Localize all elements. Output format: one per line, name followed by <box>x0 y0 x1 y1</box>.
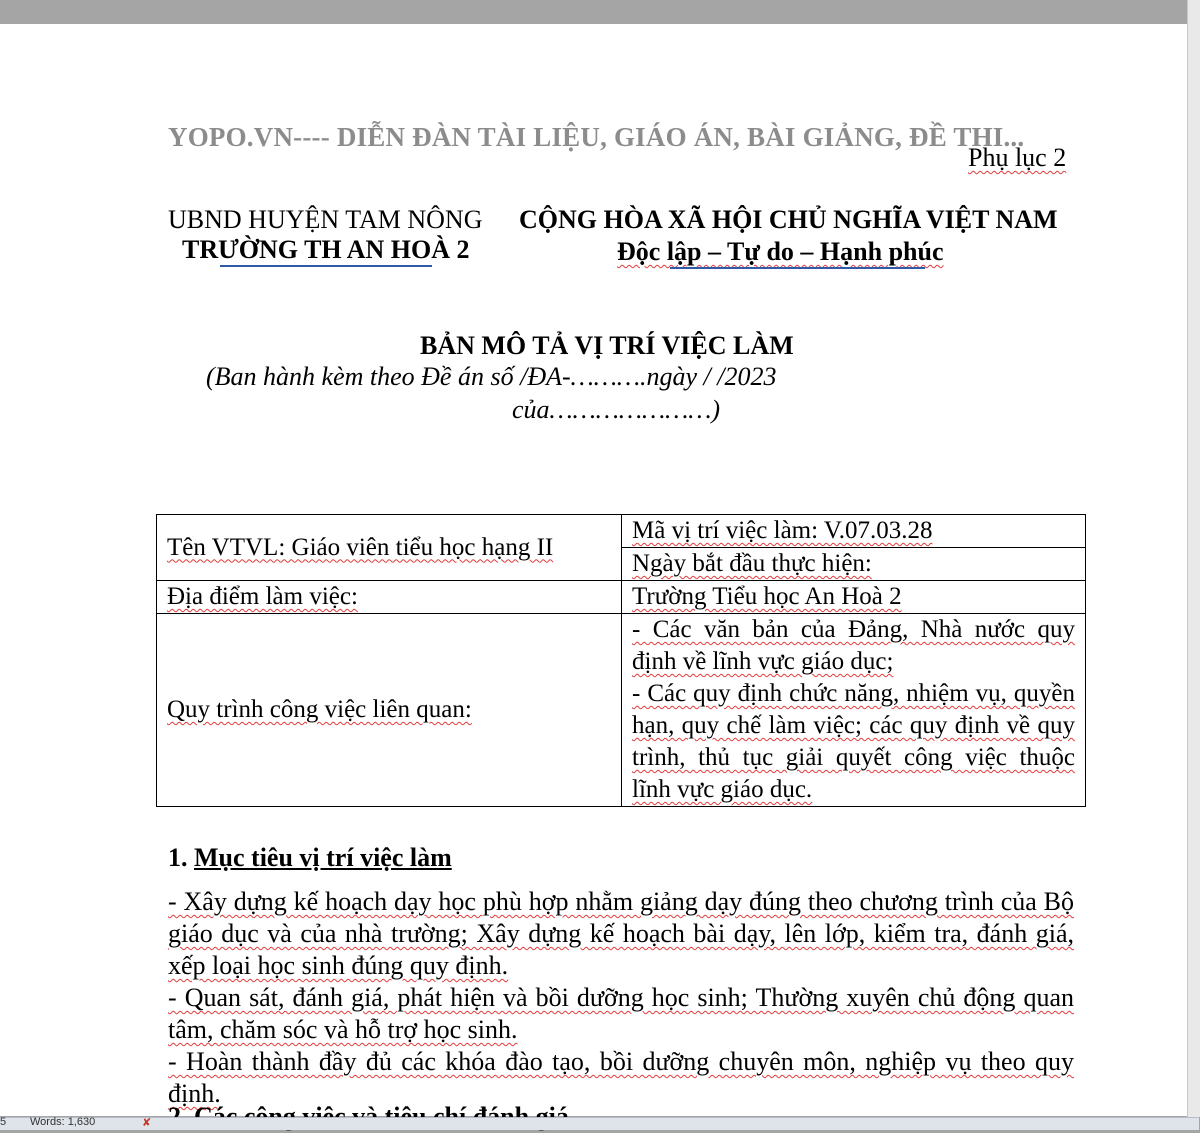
job-title-cell <box>157 515 622 581</box>
status-bar <box>0 1117 1199 1130</box>
proofing-error-icon[interactable]: ✘ <box>142 1117 152 1129</box>
vertical-scrollbar[interactable] <box>1187 0 1200 1117</box>
body-paragraph: - Quan sát, đánh giá, phát hiện và bồi dưỡng học sinh; Thường xuyên chủ động quan tâm, chăm sóc và hỗ trợ học sinh. <box>168 983 1074 1044</box>
document-subtitle-line2: của…………………) <box>512 395 721 424</box>
job-code: Mã vị trí việc làm: V.07.03.28 <box>632 517 933 544</box>
process-item: - Các văn bản của Đảng, Nhà nước quy định về lĩnh vực giáo dục; <box>632 616 1075 675</box>
document-page <box>0 24 1187 1116</box>
section-1-body <box>168 886 1074 1110</box>
document-subtitle-line1: (Ban hành kèm theo Đề án số /ĐA-……….ngày / /2023 <box>206 362 777 391</box>
header-left-line2: TRƯỜNG TH AN HOÀ 2 <box>182 235 470 264</box>
document-title: BẢN MÔ TẢ VỊ TRÍ VIỆC LÀM <box>420 331 794 360</box>
section-1-title: Mục tiêu vị trí việc làm <box>194 843 452 872</box>
section-1-number: 1. <box>168 843 188 872</box>
body-paragraph: - Xây dựng kế hoạch dạy học phù hợp nhằm giảng dạy đúng theo chương trình của Bộ giáo dục và của nhà trường; Xây dựng kế hoạch bài dạy, lên lớp, kiểm tra, đánh giá, xếp loại học sinh đúng quy định. <box>168 887 1074 980</box>
header-right-underline <box>670 267 925 269</box>
start-date-cell <box>622 548 1086 581</box>
job-info-table <box>156 514 1086 807</box>
process-label-cell <box>157 614 622 807</box>
process-value-cell <box>622 614 1086 807</box>
process-label: Quy trình công việc liên quan: <box>167 696 472 723</box>
table-row <box>157 614 1086 807</box>
header-right-line1: CỘNG HÒA XÃ HỘI CHỦ NGHĨA VIỆT NAM <box>519 205 1058 234</box>
watermark-header: YOPO.VN---- DIỄN ĐÀN TÀI LIỆU, GIÁO ÁN, BÀI GIẢNG, ĐỀ THI... <box>168 122 1025 152</box>
header-right-motto: Độc lập – Tự do – Hạnh phúc <box>617 237 944 266</box>
job-code-cell <box>622 515 1086 548</box>
appendix-label: Phụ lục 2 <box>968 143 1067 172</box>
body-paragraph: - Hoàn thành đầy đủ các khóa đào tạo, bồi dưỡng chuyên môn, nghiệp vụ theo quy định. <box>168 1047 1074 1108</box>
header-left-line1: UBND HUYỆN TAM NÔNG <box>168 205 483 234</box>
job-title: Tên VTVL: Giáo viên tiểu học hạng II <box>167 533 554 561</box>
table-row <box>157 581 1086 614</box>
location-label: Địa điểm làm việc: <box>167 583 358 610</box>
location-value: Trường Tiểu học An Hoà 2 <box>632 583 902 610</box>
page-number[interactable]: 5 <box>0 1116 7 1128</box>
header-left-underline <box>220 265 432 267</box>
word-count[interactable]: Words: 1,630 <box>30 1116 96 1128</box>
section-1-heading <box>168 843 452 873</box>
start-date: Ngày bắt đầu thực hiện: <box>632 550 872 577</box>
location-label-cell <box>157 581 622 614</box>
process-item: - Các quy định chức năng, nhiệm vụ, quyền hạn, quy chế làm việc; các quy định về quy trình, thủ tục giải quyết công việc thuộc lĩnh vực giáo dục. <box>632 680 1075 803</box>
table-row <box>157 515 1086 548</box>
location-value-cell <box>622 581 1086 614</box>
